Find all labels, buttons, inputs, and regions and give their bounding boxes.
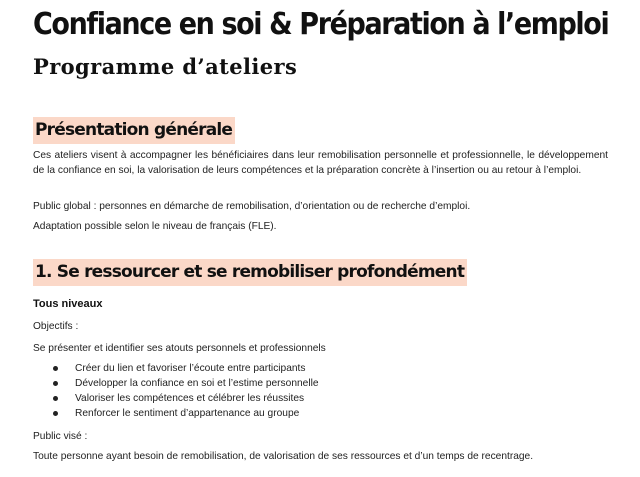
objective-text: Valoriser les compétences et célébrer les réussites — [75, 393, 305, 404]
objective-text: Créer du lien et favoriser l’écoute entre participants — [75, 363, 306, 374]
document-title: Confiance en soi & Préparation à l’emploi — [33, 7, 609, 42]
list-item — [33, 376, 593, 391]
section1-level: Tous niveaux — [33, 298, 103, 310]
bullet-icon — [53, 366, 58, 371]
list-item — [33, 406, 593, 421]
objectives-list — [33, 361, 593, 421]
objective-text: Renforcer le sentiment d’appartenance au groupe — [75, 408, 300, 419]
bullet-icon — [53, 396, 58, 401]
presentation-intro: Ces ateliers visent à accompagner les bénéficiaires dans leur remobilisation personnelle et professionnelle, le développement de la confiance en soi, la valorisation de leurs compétences et la préparation concrète à l’insertion ou au retour à l’emploi. — [33, 150, 608, 176]
bullet-icon — [53, 381, 58, 386]
public-text: Toute personne ayant besoin de remobilisation, de valorisation de ses ressources et d’un temps de recentrage. — [33, 451, 534, 462]
presentation-public: Public global : personnes en démarche de remobilisation, d’orientation ou de recherche d’emploi. — [33, 201, 471, 212]
objectives-intro: Se présenter et identifier ses atouts personnels et professionnels — [33, 343, 326, 354]
objectives-label: Objectifs : — [33, 321, 79, 332]
objective-text: Développer la confiance en soi et l’estime personnelle — [75, 378, 319, 389]
list-item — [33, 361, 593, 376]
list-item — [33, 391, 593, 406]
document-subtitle: Programme d’ateliers — [33, 54, 298, 79]
bullet-icon — [53, 411, 58, 416]
presentation-adaptation: Adaptation possible selon le niveau de français (FLE). — [33, 221, 277, 232]
section-heading-1: 1. Se ressourcer et se remobiliser profondément — [33, 259, 467, 286]
section-heading-presentation: Présentation générale — [33, 117, 235, 144]
public-label: Public visé : — [33, 431, 88, 442]
